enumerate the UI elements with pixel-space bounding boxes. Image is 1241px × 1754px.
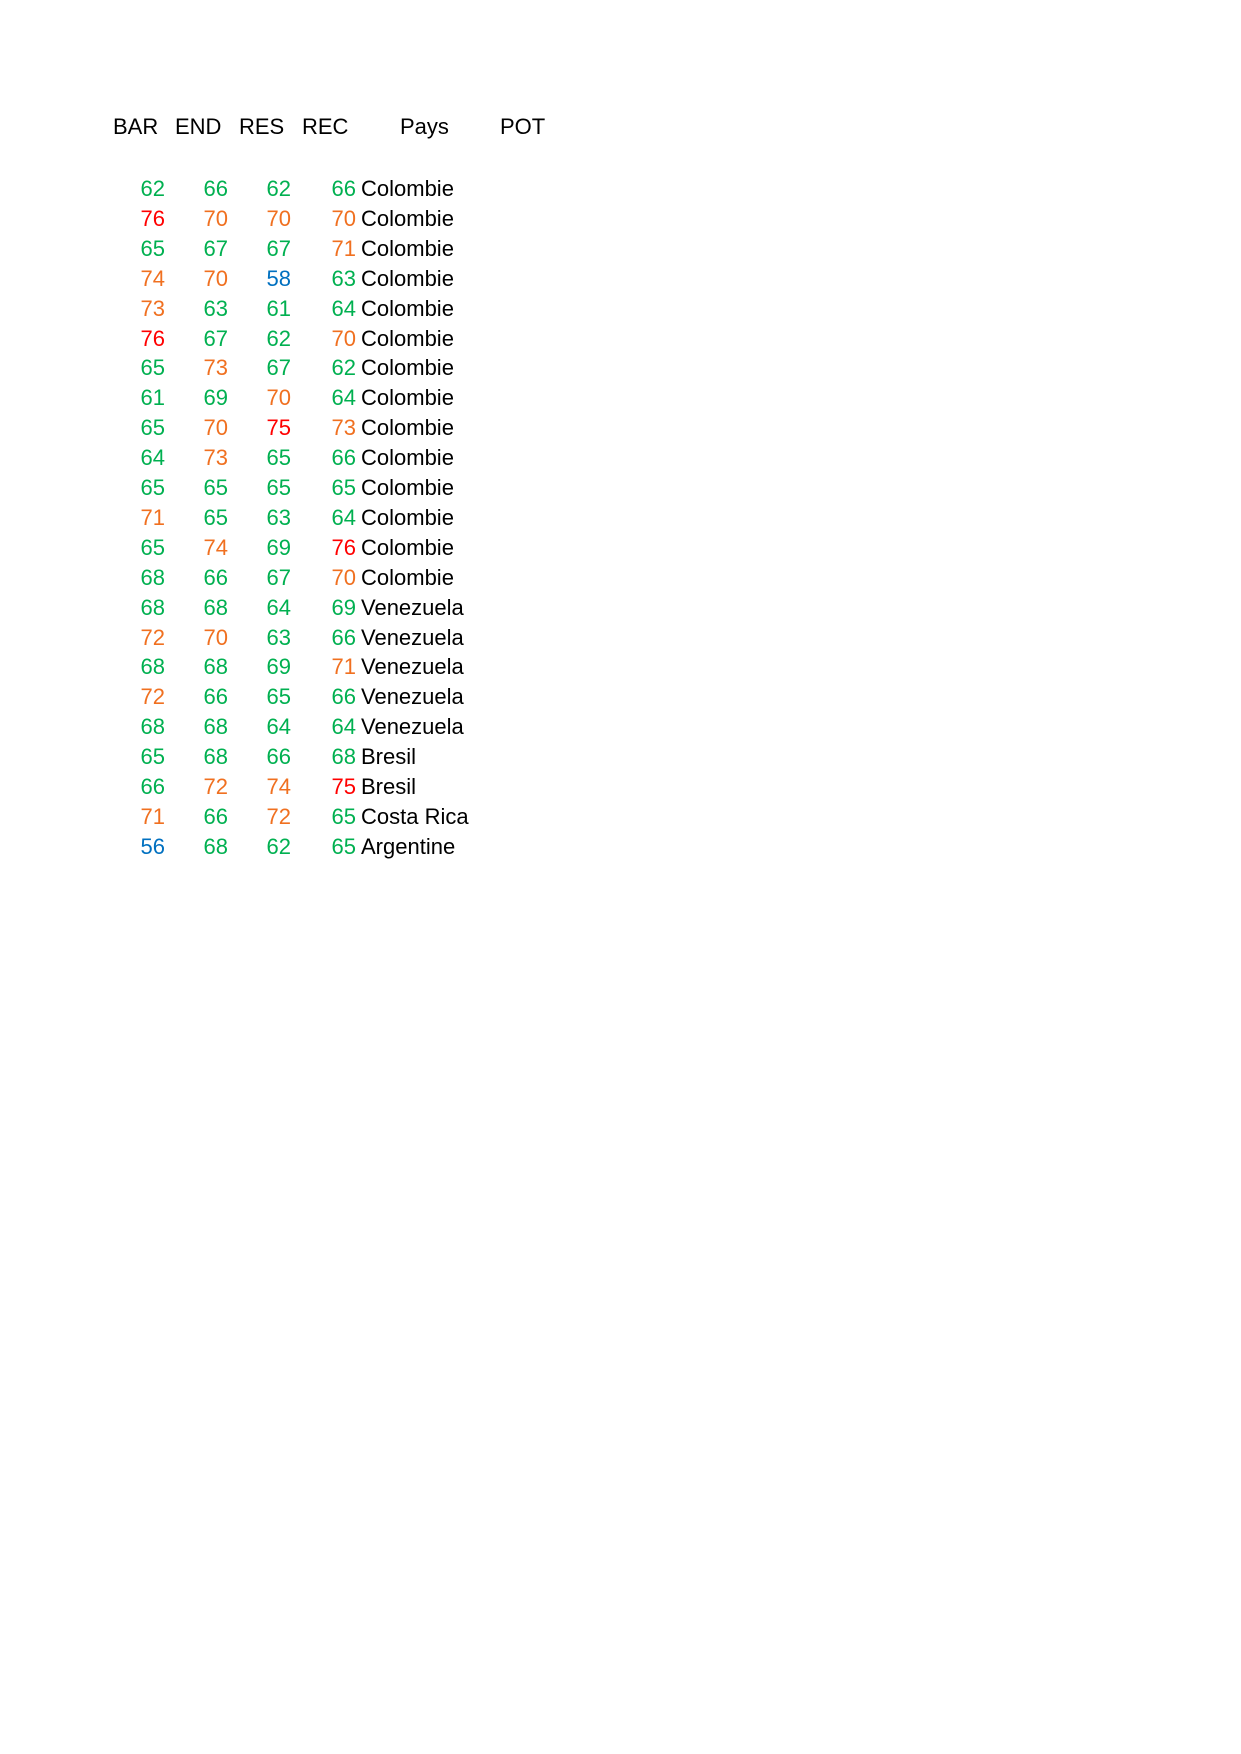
score-cell: 65 [331,833,356,859]
score-cell: 66 [331,684,356,710]
score-cell: 62 [266,833,291,859]
table-row [0,684,600,714]
score-cell: 58 [266,265,291,291]
table-row [0,565,600,595]
table-row [0,445,600,475]
table-row [0,654,600,684]
score-cell: 73 [203,445,228,471]
country-cell: Colombie [361,265,454,291]
table-row [0,176,600,206]
table-row [0,415,600,445]
score-cell: 66 [203,684,228,710]
score-cell: 65 [266,445,291,471]
score-cell: 73 [203,355,228,381]
country-cell: Colombie [361,325,454,351]
score-cell: 62 [266,325,291,351]
score-cell: 70 [331,325,356,351]
score-cell: 69 [266,534,291,560]
score-cell: 63 [266,504,291,530]
table-row [0,326,600,356]
score-cell: 70 [203,265,228,291]
score-cell: 65 [203,475,228,500]
score-cell: 71 [331,654,356,680]
score-cell: 64 [331,504,356,530]
score-cell: 76 [140,205,165,231]
score-cell: 65 [140,475,165,500]
score-cell: 75 [266,415,291,441]
score-cell: 67 [266,355,291,381]
country-cell: Colombie [361,534,454,560]
table-row [0,804,600,834]
score-cell: 70 [331,564,356,590]
table-row [0,834,600,864]
score-cell: 66 [331,445,356,471]
score-cell: 70 [266,385,291,411]
score-cell: 72 [140,684,165,710]
score-cell: 64 [266,714,291,740]
table-row [0,385,600,415]
score-cell: 65 [140,744,165,770]
score-cell: 65 [140,534,165,560]
country-cell: Colombie [361,355,454,381]
score-cell: 68 [203,833,228,859]
score-cell: 67 [203,235,228,261]
score-cell: 69 [331,594,356,620]
score-cell: 56 [140,833,165,859]
table-row [0,595,600,625]
score-cell: 70 [203,205,228,231]
country-cell: Colombie [361,205,454,231]
score-cell: 62 [266,176,291,201]
score-cell: 72 [203,774,228,799]
score-cell: 74 [203,534,228,560]
score-cell: 65 [266,475,291,500]
country-cell: Venezuela [361,624,464,650]
score-cell: 70 [203,415,228,441]
score-cell: 68 [203,594,228,620]
table-row [0,475,600,505]
score-cell: 64 [331,714,356,740]
country-cell: Colombie [361,475,454,500]
country-cell: Venezuela [361,714,464,740]
country-cell: Costa Rica [361,803,469,829]
score-cell: 72 [266,803,291,829]
score-cell: 65 [331,803,356,829]
table-row [0,714,600,744]
table-row [0,206,600,236]
score-cell: 67 [266,235,291,261]
country-cell: Colombie [361,564,454,590]
score-cell: 71 [331,235,356,261]
score-cell: 65 [140,415,165,441]
score-cell: 64 [331,385,356,411]
score-cell: 68 [140,714,165,740]
table-row [0,505,600,535]
table-row [0,236,600,266]
table-row [0,774,600,804]
country-cell: Colombie [361,415,454,441]
score-cell: 66 [203,176,228,201]
score-cell: 68 [140,564,165,590]
score-cell: 65 [203,504,228,530]
country-cell: Colombie [361,176,454,201]
score-cell: 66 [140,774,165,799]
header-pot: POT [500,114,546,139]
country-cell: Venezuela [361,654,464,680]
country-cell: Argentine [361,833,456,859]
score-cell: 61 [140,385,165,411]
score-cell: 66 [266,744,291,770]
score-cell: 65 [266,684,291,710]
score-cell: 64 [266,594,291,620]
score-cell: 70 [331,205,356,231]
header-rec: REC [302,114,349,139]
score-cell: 61 [266,295,291,321]
score-cell: 68 [140,654,165,680]
country-cell: Colombie [361,385,454,411]
score-cell: 68 [203,714,228,740]
score-cell: 73 [331,415,356,441]
score-cell: 68 [140,594,165,620]
country-cell: Bresil [361,744,417,770]
country-cell: Colombie [361,235,454,261]
table-row [0,744,600,774]
table-row [0,535,600,565]
header-pays: Pays [400,114,449,139]
header-res: RES [239,114,285,139]
score-cell: 70 [266,205,291,231]
score-cell: 73 [140,295,165,321]
score-cell: 65 [140,355,165,381]
score-cell: 74 [140,265,165,291]
country-cell: Colombie [361,504,454,530]
score-cell: 62 [140,176,165,201]
score-cell: 68 [203,654,228,680]
score-cell: 67 [266,564,291,590]
score-cell: 76 [140,325,165,351]
score-cell: 69 [203,385,228,411]
score-cell: 69 [266,654,291,680]
score-cell: 65 [140,235,165,261]
score-cell: 62 [331,355,356,381]
score-cell: 71 [140,504,165,530]
score-cell: 63 [331,265,356,291]
table-row [0,625,600,655]
score-cell: 65 [331,475,356,500]
country-cell: Venezuela [361,594,464,620]
score-cell: 63 [203,295,228,321]
score-cell: 66 [203,803,228,829]
country-cell: Colombie [361,295,454,321]
header-end: END [175,114,222,139]
score-cell: 64 [331,295,356,321]
header-bar: BAR [113,114,159,139]
score-cell: 66 [331,624,356,650]
score-cell: 63 [266,624,291,650]
score-cell: 66 [203,564,228,590]
score-cell: 64 [140,445,165,471]
score-cell: 68 [203,744,228,770]
score-cell: 66 [331,176,356,201]
table-row [0,355,600,385]
country-cell: Colombie [361,445,454,471]
table-row [0,296,600,326]
score-cell: 76 [331,534,356,560]
score-cell: 74 [266,774,291,799]
score-cell: 70 [203,624,228,650]
country-cell: Bresil [361,774,417,799]
score-cell: 72 [140,624,165,650]
country-cell: Venezuela [361,684,464,710]
table-row [0,266,600,296]
score-cell: 67 [203,325,228,351]
score-cell: 71 [140,803,165,829]
score-cell: 75 [331,774,356,799]
score-cell: 68 [331,744,356,770]
